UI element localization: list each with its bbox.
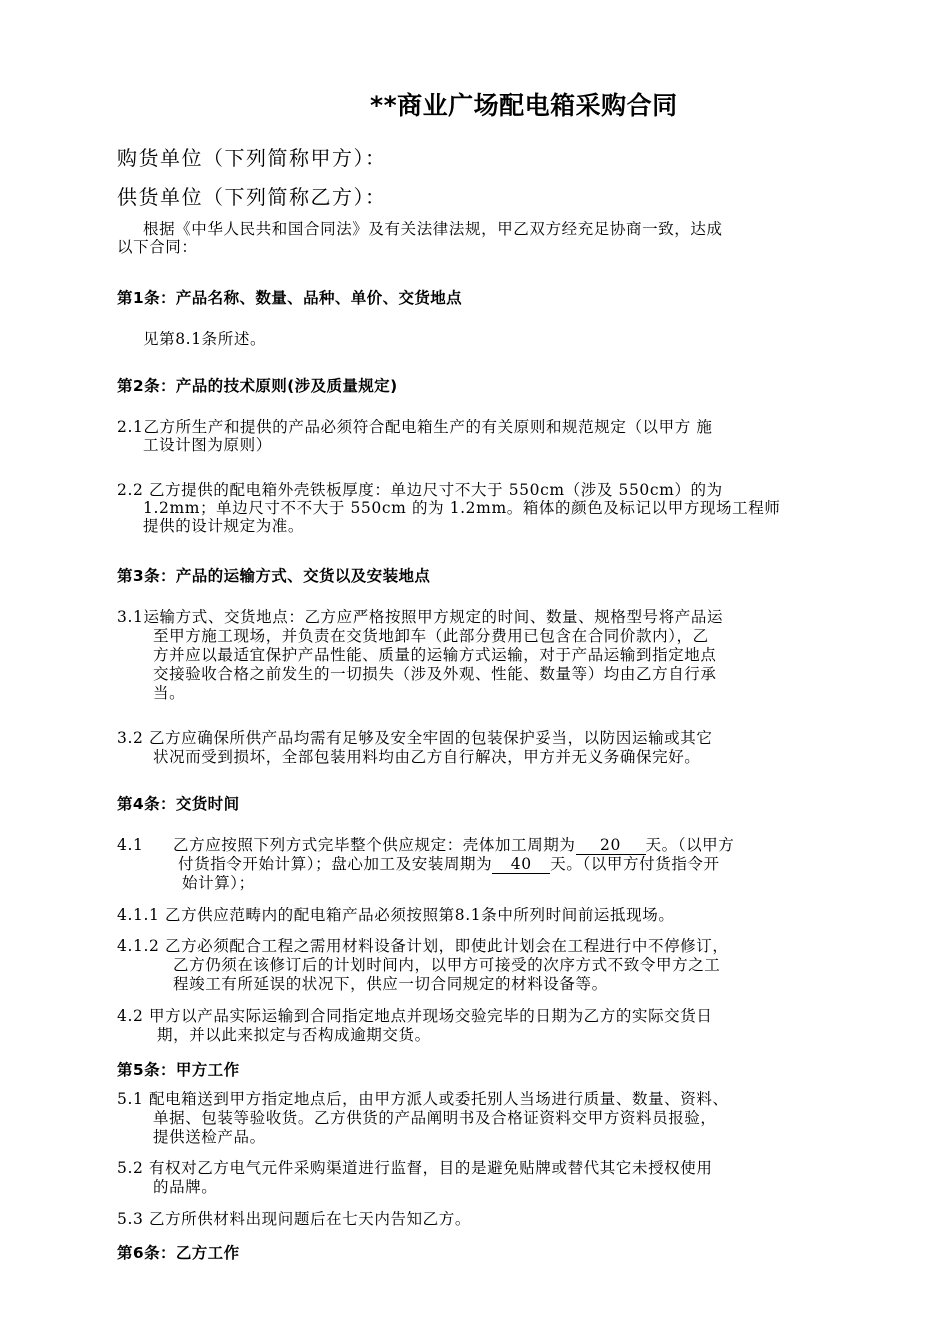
clause-3-1-line-3: 方并应以最适宜保护产品性能、质量的运输方式运输，对于产品运输到指定地点: [153, 646, 717, 664]
clause-2-2-line-3: 提供的设计规定为准。: [143, 517, 305, 535]
clause-4-1-line-3: 始计算）；: [182, 874, 255, 892]
clause-5-2-line-2: 的品牌。: [153, 1178, 218, 1196]
case-period-days: 20: [576, 836, 646, 855]
supplier-line: 供货单位（下列简称乙方）：: [117, 185, 387, 209]
article-3-heading: 第3条：产品的运输方式、交货以及安装地点: [117, 567, 431, 585]
clause-4-1-text-b: 天。（以甲方: [645, 836, 735, 854]
clause-5-1-line-1: 5.1 配电箱送到甲方指定地点后，由甲方派人或委托别人当场进行质量、数量、资料、: [117, 1090, 729, 1108]
article-5-heading: 第5条：甲方工作: [117, 1061, 240, 1079]
article-4-heading: 第4条：交货时间: [117, 795, 240, 813]
article-1-text: 见第8.1条所述。: [143, 330, 267, 348]
clause-5-2-line-1: 5.2 有权对乙方电气元件采购渠道进行监督，目的是避免贴牌或替代其它未授权使用: [117, 1159, 713, 1177]
clause-2-2-line-2: 1.2mm；单边尺寸不不大于 550cm 的为 1.2mm。箱体的颜色及标记以甲方现场工程师: [143, 499, 781, 517]
clause-2-1-line-2: 工设计图为原则）: [143, 436, 272, 454]
clause-3-1-line-2: 至甲方施工现场，并负责在交货地卸车（此部分费用已包含在合同价款内），乙: [153, 627, 709, 645]
clause-4-1-line-1: [173, 836, 734, 855]
clause-2-2-line-1: 2.2 乙方提供的配电箱外壳铁板厚度：单边尺寸不大于 550cm（涉及 550cm）的为: [117, 481, 723, 499]
clause-4-2-line-2: 期，并以此来拟定与否构成逾期交货。: [157, 1026, 431, 1044]
document-title: **商业广场配电箱采购合同: [370, 91, 678, 120]
clause-3-2-line-1: 3.2 乙方应确保所供产品均需有足够及安全牢固的包装保护妥当，以防因运输或其它: [117, 729, 713, 747]
clause-3-1-line-1: 3.1运输方式、交货地点：乙方应严格按照甲方规定的时间、数量、规格型号将产品运: [117, 608, 724, 626]
article-2-heading: 第2条：产品的技术原则(涉及质量规定): [117, 377, 398, 395]
clause-5-1-line-2: 单据、包装等验收货。乙方供货的产品阐明书及合格证资料交甲方资料员报验，: [153, 1109, 717, 1127]
clause-4-2-line-1: 4.2 甲方以产品实际运输到合同指定地点并现场交验完毕的日期为乙方的实际交货日: [117, 1007, 713, 1025]
clause-3-1-line-5: 当。: [153, 684, 186, 702]
clause-4-1-line-2: [178, 855, 720, 874]
install-period-days: 40: [492, 855, 550, 874]
clause-5-1-line-3: 提供送检产品。: [153, 1128, 266, 1146]
clause-3-1-line-4: 交接验收合格之前发生的一切损失（涉及外观、性能、数量等）均由乙方自行承: [153, 665, 717, 683]
clause-4-1-2-line-1: 4.1.2 乙方必须配合工程之需用材料设备计划，即使此计划会在工程进行中不停修订，: [117, 937, 729, 955]
article-6-heading: 第6条：乙方工作: [117, 1244, 240, 1262]
clause-4-1-number: 4.1: [117, 836, 144, 854]
buyer-line: 购货单位（下列简称甲方）：: [117, 146, 387, 170]
clause-4-1-text-c: 付货指令开始计算）；盘心加工及安装周期为: [178, 855, 493, 873]
clause-4-1-text-a: 乙方应按照下列方式完毕整个供应规定：壳体加工周期为: [173, 836, 576, 854]
article-1-heading: 第1条：产品名称、数量、品种、单价、交货地点: [117, 289, 463, 307]
intro-line-1: 根据《中华人民共和国合同法》及有关法律法规，甲乙双方经充足协商一致，达成: [143, 220, 723, 238]
clause-4-1-2-line-2: 乙方仍须在该修订后的计划时间内，以甲方可接受的次序方式不致令甲方之工: [173, 956, 721, 974]
intro-line-2: 以下合同：: [117, 238, 198, 256]
clause-4-1-1: 4.1.1 乙方供应范畴内的配电箱产品必须按照第8.1条中所列时间前运抵现场。: [117, 906, 675, 924]
clause-3-2-line-2: 状况而受到损坏，全部包装用料均由乙方自行解决，甲方并无义务确保完好。: [153, 748, 701, 766]
clause-4-1-2-line-3: 程竣工有所延误的状况下，供应一切合同规定的材料设备等。: [173, 975, 608, 993]
clause-2-1-line-1: 2.1乙方所生产和提供的产品必须符合配电箱生产的有关原则和规范规定（以甲方 施: [117, 418, 713, 436]
clause-5-3: 5.3 乙方所供材料出现问题后在七天内告知乙方。: [117, 1210, 471, 1228]
clause-4-1-text-d: 天。（以甲方付货指令开: [550, 855, 720, 873]
